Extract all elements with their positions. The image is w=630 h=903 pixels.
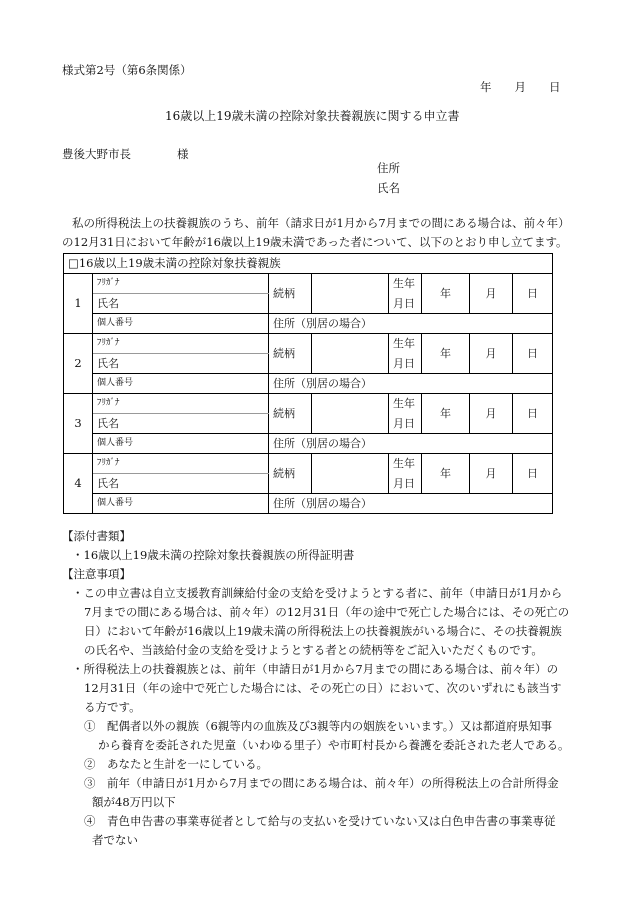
furigana-label: ﾌﾘｶﾞﾅ xyxy=(97,458,120,468)
separate-address-field[interactable] xyxy=(269,494,553,514)
applicant-name-label: 氏名 xyxy=(377,181,400,195)
birth-label-1: 生年 xyxy=(389,394,422,414)
attachment-item: ・16歳以上19歳未満の控除対象扶養親族の所得証明書 xyxy=(72,548,355,562)
birth-label-2: 月日 xyxy=(389,294,422,314)
furigana-field[interactable] xyxy=(93,274,269,294)
intro-line-2: の12月31日において年齢が16歳以上19歳未満であった者について、以下のとおり申し立てます。 xyxy=(62,235,568,249)
condition-1-line-1 xyxy=(62,717,582,736)
birth-month[interactable]: 月 xyxy=(470,454,513,494)
furigana-field[interactable] xyxy=(93,394,269,414)
name-field[interactable] xyxy=(93,414,269,434)
relation-field[interactable] xyxy=(312,334,389,374)
birth-label-2: 月日 xyxy=(389,474,422,494)
birth-label-2: 月日 xyxy=(389,354,422,374)
individual-number-field[interactable] xyxy=(93,494,269,514)
separate-address-field[interactable] xyxy=(269,314,553,334)
separate-address-field[interactable] xyxy=(269,374,553,394)
birth-label-1: 生年 xyxy=(389,454,422,474)
condition-2-number: ② xyxy=(84,757,96,771)
birth-year[interactable]: 年 xyxy=(422,394,470,434)
dependent-row-4 xyxy=(64,454,553,474)
note2-line-1: ・所得税法上の扶養親族とは、前年（申請日が1月から7月までの間にある場合は、前々年）の xyxy=(72,662,559,676)
furigana-field[interactable] xyxy=(93,454,269,474)
attachments-heading: 【添付書類】 xyxy=(62,529,131,543)
individual-number-label: 個人番号 xyxy=(97,438,134,448)
furigana-label: ﾌﾘｶﾞﾅ xyxy=(97,278,120,288)
condition-4-number: ④ xyxy=(84,814,96,828)
individual-number-field[interactable] xyxy=(93,434,269,454)
birth-day[interactable]: 日 xyxy=(513,274,553,314)
condition-3-line-2: 額が48万円以下 xyxy=(92,795,176,809)
condition-3-text: 前年（申請日が1月から7月までの間にある場合は、前々年）の所得税法上の合計所得金 xyxy=(107,776,559,790)
birth-label-2: 月日 xyxy=(389,414,422,434)
dependent-row-1 xyxy=(64,274,553,294)
notes-section xyxy=(62,527,582,850)
name-field[interactable] xyxy=(93,474,269,494)
birth-year[interactable]: 年 xyxy=(422,454,470,494)
date-line: 年 月 日 xyxy=(480,80,561,94)
furigana-label: ﾌﾘｶﾞﾅ xyxy=(97,398,120,408)
table-header: □16歳以上19歳未満の控除対象扶養親族 xyxy=(64,254,553,274)
intro-line-1: 私の所得税法上の扶養親族のうち、前年（請求日が1月から7月までの間にある場合は、前々年） xyxy=(72,216,570,230)
birth-month[interactable]: 月 xyxy=(470,394,513,434)
birth-day[interactable]: 日 xyxy=(513,454,553,494)
separate-address-field[interactable] xyxy=(269,434,553,454)
separate-address-label: 住所（別居の場合） xyxy=(273,317,372,330)
row-number: 3 xyxy=(64,394,93,454)
relation-label: 続柄 xyxy=(269,394,312,434)
applicant-address-label: 住所 xyxy=(377,161,400,175)
form-number: 様式第2号（第6条関係） xyxy=(62,63,192,77)
note1-line-4: の氏名や、当該給付金の支給を受けようとする者との続柄等をご記入いただくものです。 xyxy=(84,643,543,657)
individual-number-label: 個人番号 xyxy=(97,318,134,328)
furigana-field[interactable] xyxy=(93,334,269,354)
separate-address-label: 住所（別居の場合） xyxy=(273,497,372,510)
name-label: 氏名 xyxy=(97,417,119,430)
individual-number-field[interactable] xyxy=(93,374,269,394)
condition-2-line-1 xyxy=(62,755,582,774)
row-number: 4 xyxy=(64,454,93,514)
birth-label-1: 生年 xyxy=(389,274,422,294)
addressee: 豊後大野市長 様 xyxy=(62,147,189,161)
individual-number-label: 個人番号 xyxy=(97,378,134,388)
individual-number-label: 個人番号 xyxy=(97,498,134,508)
birth-month[interactable]: 月 xyxy=(470,334,513,374)
row-number: 1 xyxy=(64,274,93,334)
dependents-table xyxy=(63,253,553,514)
notes-heading: 【注意事項】 xyxy=(62,567,131,581)
note1-line-1: ・この申立書は自立支援教育訓練給付金の支給を受けようとする者に、前年（申請日が1月から xyxy=(72,586,563,600)
document-title: 16歳以上19歳未満の控除対象扶養親族に関する申立書 xyxy=(165,109,460,123)
birth-day[interactable]: 日 xyxy=(513,394,553,434)
relation-field[interactable] xyxy=(312,274,389,314)
note1-line-2: 7月までの間にある場合は、前々年）の12月31日（年の途中で死亡した場合には、その死亡の xyxy=(84,605,570,619)
relation-label: 続柄 xyxy=(269,274,312,314)
name-field[interactable] xyxy=(93,354,269,374)
condition-4-line-1 xyxy=(62,812,582,831)
relation-label: 続柄 xyxy=(269,334,312,374)
condition-3-line-1 xyxy=(62,774,582,793)
note1-line-3: 日）において年齢が16歳以上19歳未満の所得税法上の扶養親族がいる場合に、その扶養親族 xyxy=(84,624,562,638)
condition-2-text: あなたと生計を一にしている。 xyxy=(107,757,268,771)
relation-field[interactable] xyxy=(312,394,389,434)
name-label: 氏名 xyxy=(97,357,119,370)
name-field[interactable] xyxy=(93,294,269,314)
note2-line-3: る方です。 xyxy=(84,700,141,714)
relation-field[interactable] xyxy=(312,454,389,494)
condition-4-line-2: 者でない xyxy=(92,833,138,847)
birth-year[interactable]: 年 xyxy=(422,334,470,374)
name-label: 氏名 xyxy=(97,297,119,310)
row-number: 2 xyxy=(64,334,93,394)
birth-month[interactable]: 月 xyxy=(470,274,513,314)
condition-1-number: ① xyxy=(84,719,96,733)
separate-address-label: 住所（別居の場合） xyxy=(273,377,372,390)
name-label: 氏名 xyxy=(97,477,119,490)
condition-4-text: 青色申告書の事業専従者として給与の支払いを受けていない又は白色申告書の事業専従 xyxy=(107,814,556,828)
condition-1-text: 配偶者以外の親族（6親等内の血族及び3親等内の姻族をいいます。）又は都道府県知事 xyxy=(107,719,552,733)
condition-3-number: ③ xyxy=(84,776,96,790)
individual-number-field[interactable] xyxy=(93,314,269,334)
relation-label: 続柄 xyxy=(269,454,312,494)
furigana-label: ﾌﾘｶﾞﾅ xyxy=(97,338,120,348)
separate-address-label: 住所（別居の場合） xyxy=(273,437,372,450)
note2-line-2: 12月31日（年の途中で死亡した場合には、その死亡の日）において、次のいずれにも該当す xyxy=(84,681,562,695)
condition-1-line-2: から養育を委託された児童（いわゆる里子）や市町村長から養護を委託された老人である。 xyxy=(98,738,570,752)
birth-day[interactable]: 日 xyxy=(513,334,553,374)
dependent-row-2 xyxy=(64,334,553,354)
dependent-row-3 xyxy=(64,394,553,414)
birth-label-1: 生年 xyxy=(389,334,422,354)
birth-year[interactable]: 年 xyxy=(422,274,470,314)
intro-paragraph xyxy=(62,214,572,252)
